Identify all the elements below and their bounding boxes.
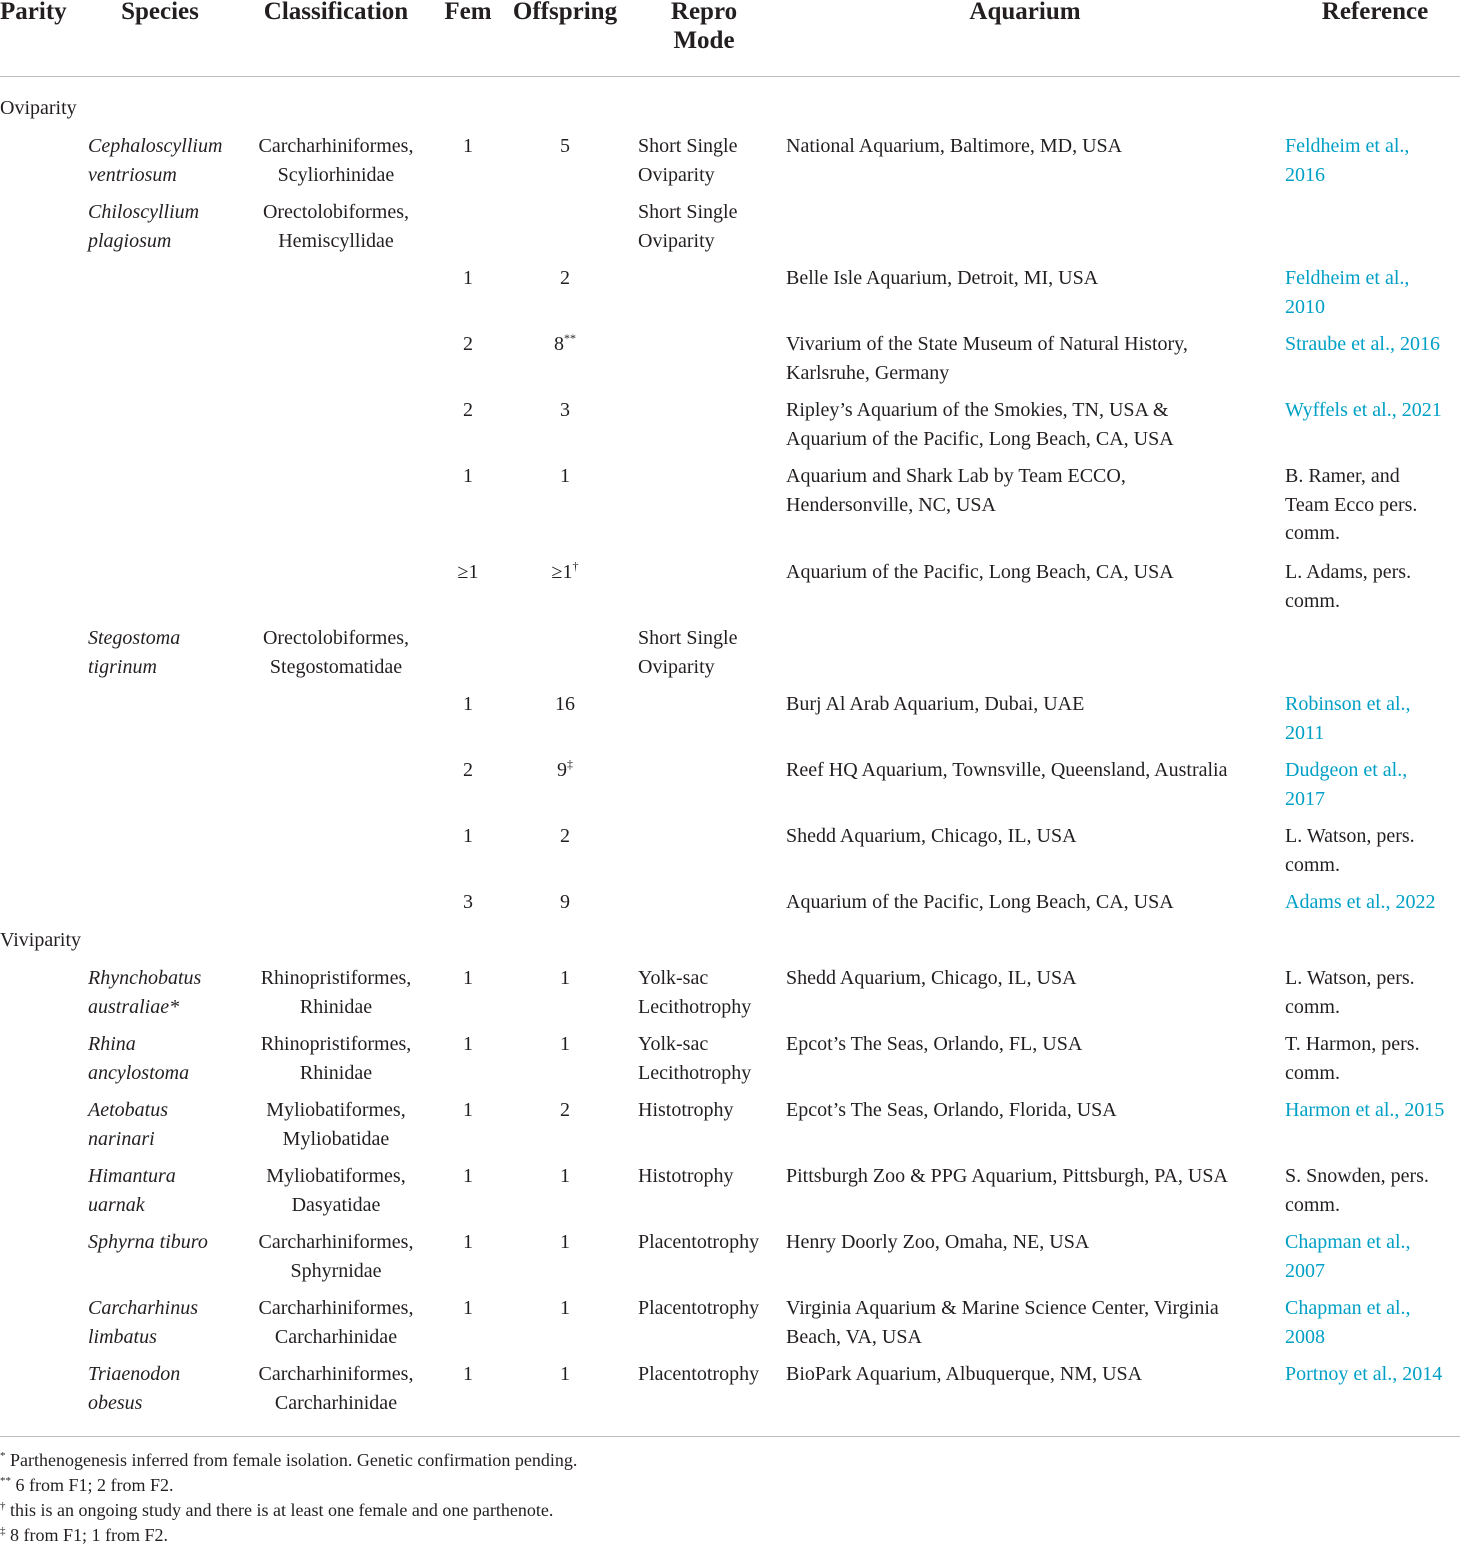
fem-cell: 1	[463, 1033, 473, 1055]
footnote-marker: ‡	[567, 757, 573, 771]
repro-mode-cell: Histotrophy	[638, 1099, 734, 1121]
aquarium-cell: Pittsburgh Zoo & PPG Aquarium, Pittsburgh, PA, USA	[786, 1165, 1228, 1187]
reference-link[interactable]: Feldheim et al., 2010	[1285, 267, 1410, 318]
aquarium-cell: Virginia Aquarium & Marine Science Center, Virginia Beach, VA, USA	[786, 1297, 1219, 1348]
offspring-cell: 3	[560, 399, 570, 421]
species-name: Cephaloscyllium ventriosum	[88, 135, 223, 186]
species-name: Aetobatus narinari	[88, 1099, 168, 1150]
offspring-cell: 1	[560, 967, 570, 989]
reference-link[interactable]: Robinson et al., 2011	[1285, 693, 1411, 744]
fem-cell: 3	[463, 891, 473, 913]
repro-mode-cell: Placentotrophy	[638, 1231, 760, 1253]
header-aquarium: Aquarium	[969, 0, 1081, 25]
aquarium-cell: Henry Doorly Zoo, Omaha, NE, USA	[786, 1231, 1090, 1253]
aquarium-cell: Aquarium of the Pacific, Long Beach, CA, USA	[786, 561, 1174, 583]
reference-link[interactable]: Straube et al., 2016	[1285, 333, 1440, 355]
header-classification: Classification	[263, 0, 409, 25]
aquarium-cell: Shedd Aquarium, Chicago, IL, USA	[786, 825, 1077, 847]
offspring-cell: 9‡	[557, 757, 573, 781]
fem-cell: 2	[463, 399, 473, 421]
footnote: ‡ 8 from F1; 1 from F2.	[0, 1525, 169, 1545]
reference-cell: L. Watson, pers. comm.	[1285, 967, 1415, 1018]
reference-link[interactable]: Feldheim et al., 2016	[1285, 135, 1410, 186]
offspring-cell: 1	[560, 1165, 570, 1187]
aquarium-cell: National Aquarium, Baltimore, MD, USA	[786, 135, 1123, 157]
aquarium-cell: Epcot’s The Seas, Orlando, Florida, USA	[786, 1099, 1117, 1121]
aquarium-cell: Shedd Aquarium, Chicago, IL, USA	[786, 967, 1077, 989]
offspring-cell: 2	[560, 1099, 570, 1121]
reference-cell: S. Snowden, pers. comm.	[1285, 1165, 1429, 1216]
fem-cell: 2	[463, 333, 473, 355]
aquarium-cell: BioPark Aquarium, Albuquerque, NM, USA	[786, 1363, 1143, 1385]
footnote-marker: †	[572, 559, 579, 573]
fem-cell: 1	[463, 967, 473, 989]
aquarium-cell: Aquarium and Shark Lab by Team ECCO, Hendersonville, NC, USA	[786, 465, 1126, 516]
reference-link[interactable]: Wyffels et al., 2021	[1285, 399, 1442, 421]
fem-cell: 1	[463, 825, 473, 847]
fem-cell: ≥1	[457, 561, 479, 583]
classification-cell: Rhinopristiformes, Rhinidae	[260, 1033, 412, 1084]
aquarium-cell: Ripley’s Aquarium of the Smokies, TN, USA & Aquarium of the Pacific, Long Beach, CA, USA	[786, 399, 1174, 450]
repro-mode-cell: Short Single Oviparity	[638, 135, 738, 186]
section-label-oviparity: Oviparity	[0, 97, 77, 119]
offspring-cell: ≥1†	[551, 559, 579, 583]
reference-link[interactable]: Adams et al., 2022	[1285, 891, 1436, 913]
fem-cell: 1	[463, 267, 473, 289]
classification-cell: Carcharhiniformes, Sphyrnidae	[258, 1231, 414, 1282]
table-header	[0, 0, 1460, 77]
species-name: Sphyrna tiburo	[88, 1231, 208, 1253]
classification-cell: Myliobatiformes, Dasyatidae	[266, 1165, 406, 1216]
header-reference: Reference	[1321, 0, 1429, 25]
repro-mode-cell: Short Single Oviparity	[638, 627, 738, 678]
offspring-cell: 1	[560, 1297, 570, 1319]
species-name: Rhina ancylostoma	[88, 1033, 190, 1084]
offspring-cell: 1	[560, 465, 570, 487]
header-parity: Parity	[0, 0, 67, 25]
fem-cell: 1	[463, 1363, 473, 1385]
species-name: Triaenodon obesus	[88, 1363, 181, 1414]
reference-link[interactable]: Chapman et al., 2007	[1285, 1231, 1411, 1282]
species-name: Himantura uarnak	[88, 1165, 176, 1216]
offspring-cell: 1	[560, 1033, 570, 1055]
classification-cell: Rhinopristiformes, Rhinidae	[260, 967, 412, 1018]
header-fem: Fem	[444, 0, 492, 25]
offspring-cell: 16	[555, 693, 575, 715]
footnote: * Parthenogenesis inferred from female isolation. Genetic confirmation pending.	[0, 1450, 578, 1470]
fem-cell: 1	[463, 1231, 473, 1253]
header-repro-mode-line: Mode	[673, 27, 735, 54]
footnote-marker: **	[564, 331, 576, 345]
repro-mode-cell: Yolk-sac Lecithotrophy	[638, 1033, 752, 1084]
aquarium-cell: Burj Al Arab Aquarium, Dubai, UAE	[786, 693, 1085, 715]
species-name: Stegostoma tigrinum	[88, 627, 181, 678]
aquarium-cell: Vivarium of the State Museum of Natural History, Karlsruhe, Germany	[786, 333, 1188, 384]
aquarium-cell: Belle Isle Aquarium, Detroit, MI, USA	[786, 267, 1099, 289]
repro-mode-cell: Placentotrophy	[638, 1297, 760, 1319]
classification-cell: Myliobatiformes, Myliobatidae	[266, 1099, 406, 1150]
aquarium-cell: Epcot’s The Seas, Orlando, FL, USA	[786, 1033, 1083, 1055]
classification-cell: Carcharhiniformes, Carcharhinidae	[258, 1363, 414, 1414]
header-species: Species	[121, 0, 199, 25]
repro-mode-cell: Short Single Oviparity	[638, 201, 738, 252]
classification-cell: Carcharhiniformes, Scyliorhinidae	[258, 135, 414, 186]
fem-cell: 1	[463, 1099, 473, 1121]
offspring-cell: 2	[560, 267, 570, 289]
footnote-divider	[0, 1436, 1460, 1437]
header-offspring: Offspring	[512, 0, 618, 25]
header-repro-mode	[634, 0, 774, 55]
reference-cell: L. Adams, pers. comm.	[1285, 561, 1412, 612]
repro-mode-cell: Yolk-sac Lecithotrophy	[638, 967, 752, 1018]
fem-cell: 1	[463, 465, 473, 487]
fem-cell: 1	[463, 693, 473, 715]
footnote: † this is an ongoing study and there is at least one female and one parthenote.	[0, 1500, 554, 1520]
reference-link[interactable]: Portnoy et al., 2014	[1285, 1363, 1443, 1385]
offspring-cell: 1	[560, 1363, 570, 1385]
species-name: Chiloscyllium plagiosum	[88, 201, 200, 252]
classification-cell: Carcharhiniformes, Carcharhinidae	[258, 1297, 414, 1348]
fem-cell: 1	[463, 135, 473, 157]
aquarium-cell: Reef HQ Aquarium, Townsville, Queensland, Australia	[786, 759, 1228, 781]
fem-cell: 2	[463, 759, 473, 781]
species-name: Carcharhinus limbatus	[88, 1297, 199, 1348]
header-repro-mode-line: Repro	[670, 0, 738, 25]
offspring-cell: 1	[560, 1231, 570, 1253]
repro-mode-cell: Placentotrophy	[638, 1363, 760, 1385]
section-label-viviparity: Viviparity	[0, 929, 82, 951]
offspring-cell: 2	[560, 825, 570, 847]
species-name: Rhynchobatus australiae*	[88, 967, 202, 1018]
offspring-cell: 9	[560, 891, 570, 913]
repro-mode-cell: Histotrophy	[638, 1165, 734, 1187]
fem-cell: 1	[463, 1165, 473, 1187]
reference-cell: T. Harmon, pers. comm.	[1285, 1033, 1420, 1084]
reference-cell: L. Watson, pers. comm.	[1285, 825, 1415, 876]
offspring-cell: 5	[560, 135, 570, 157]
reference-link[interactable]: Dudgeon et al., 2017	[1285, 759, 1408, 810]
reference-link[interactable]: Harmon et al., 2015	[1285, 1099, 1445, 1121]
classification-cell: Orectolobiformes, Stegostomatidae	[262, 627, 410, 678]
reference-cell: B. Ramer, and Team Ecco pers. comm.	[1285, 465, 1418, 544]
classification-cell: Orectolobiformes, Hemiscyllidae	[262, 201, 410, 252]
aquarium-cell: Aquarium of the Pacific, Long Beach, CA, USA	[786, 891, 1174, 913]
fem-cell: 1	[463, 1297, 473, 1319]
offspring-cell: 8**	[554, 331, 576, 355]
reference-link[interactable]: Chapman et al., 2008	[1285, 1297, 1411, 1348]
footnote: ** 6 from F1; 2 from F2.	[0, 1475, 174, 1495]
